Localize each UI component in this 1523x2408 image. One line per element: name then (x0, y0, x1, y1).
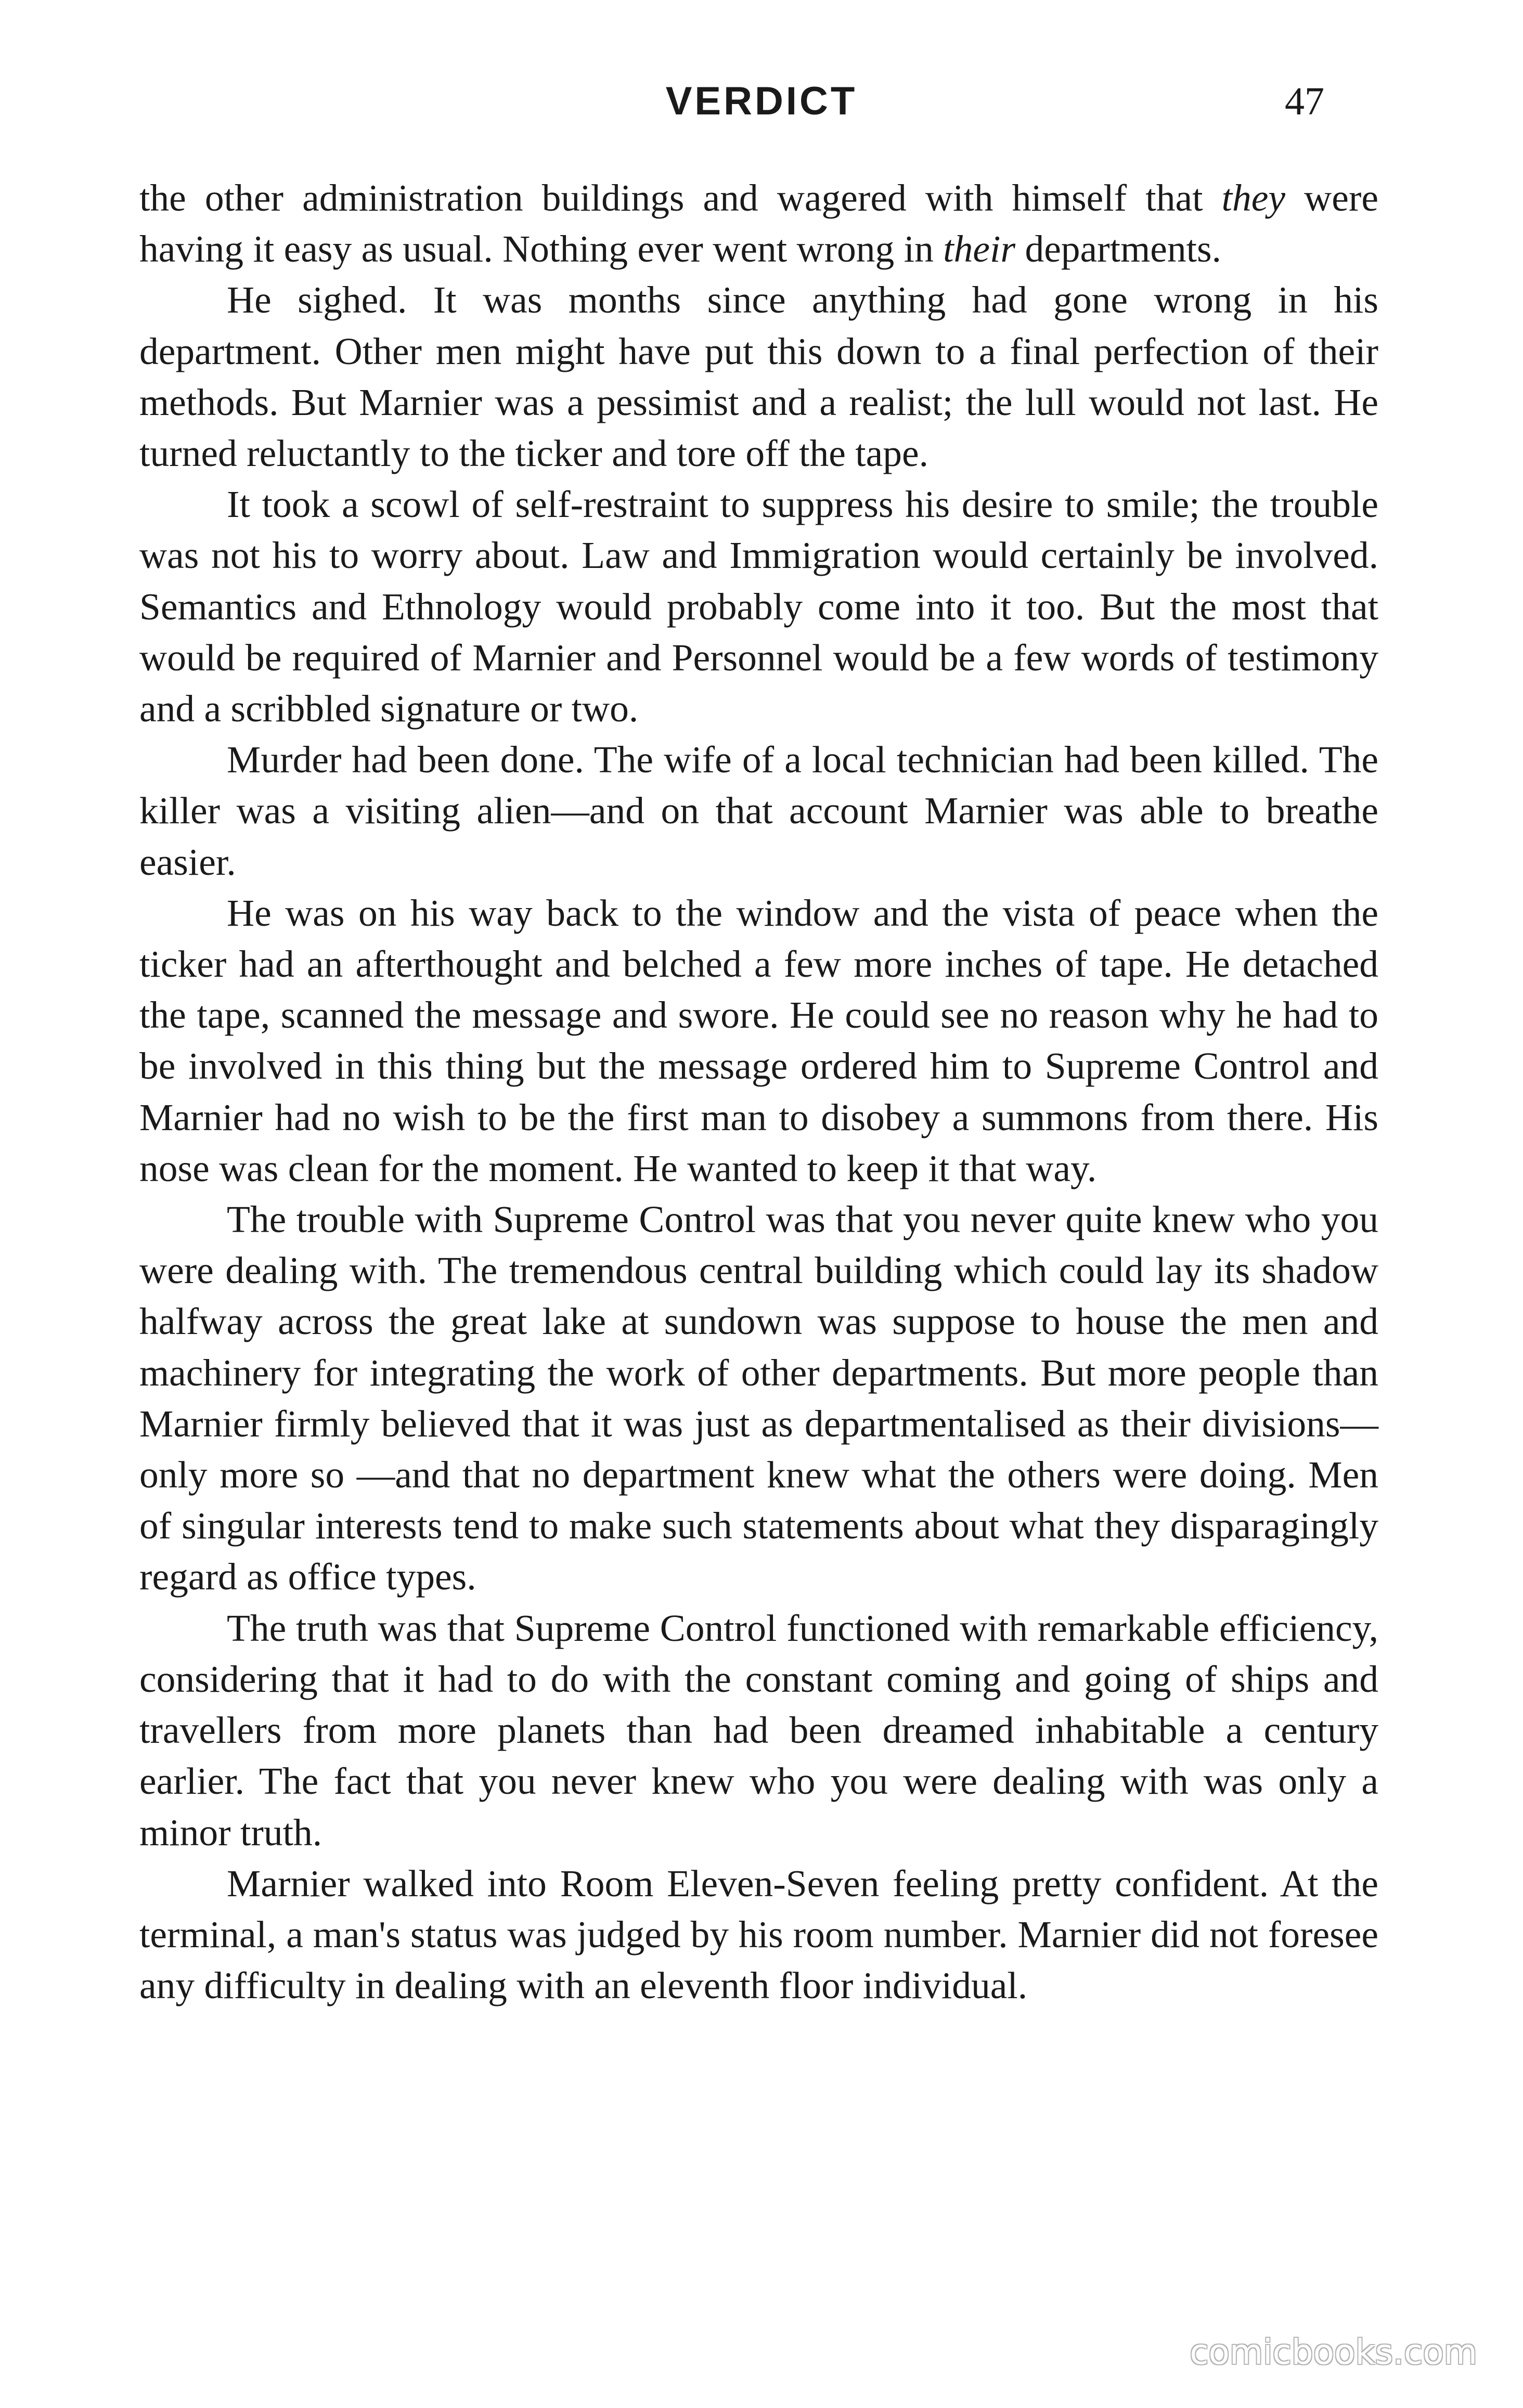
paragraph (139, 1194, 1378, 1603)
text-run: He sighed. It was months since anything had gone wrong in his department. Other men might have put this down to a final perfection of their methods. But Marnier was a pessimist and a realist; the lull would not last. He turned reluctantly to the ticker and tore off the tape. (139, 279, 1378, 475)
paragraph (139, 173, 1378, 275)
text-run: the other administration buildings and wagered with himself that (139, 177, 1222, 219)
text-run: Murder had been done. The wife of a local technician had been killed. The killer was a visiting alien—and on that account Marnier was able to breathe easier. (139, 739, 1378, 883)
body-text (139, 173, 1378, 2011)
text-run: were having it easy as usual. Nothing ever went wrong in (139, 177, 1378, 270)
text-run: The truth was that Supreme Control functioned with remarkable efficiency, considering that it had to do with the constant coming and going of ships and travellers from more planets than had been dreamed inhabitable a century earlier. The fact that you never knew who you were dealing with was only a minor truth. (139, 1607, 1378, 1854)
text-run: Marnier walked into Room Eleven-Seven feeling pretty confident. At the terminal, a man's status was judged by his room number. Marnier did not foresee any difficulty in dealing with an eleventh floor individual. (139, 1862, 1378, 2007)
paragraph (139, 1858, 1378, 2012)
page-header (0, 73, 1523, 130)
italic-text-run: they (1221, 177, 1286, 219)
paragraph (139, 275, 1378, 479)
page-number: 47 (1285, 80, 1324, 123)
paragraph (139, 1603, 1378, 1858)
paragraph (139, 479, 1378, 734)
italic-text-run: their (943, 228, 1016, 270)
text-run: He was on his way back to the window and the vista of peace when the ticker had an afterthought and belched a few more inches of tape. He detached the tape, scanned the message and swore. He could see no reason why he had to be involved in this thing but the message ordered him to Supreme Control and Marnier had no wish to be the first man to disobey a summons from there. His nose was clean for the moment. He wanted to keep it that way. (139, 891, 1378, 1189)
text-run: The trouble with Supreme Control was that you never quite knew who you were dealing with. The tremendous central building which could lay its shadow halfway across the great lake at sundown was suppose to house the men and machinery for integrating the work of other departments. But more people than Marnier firmly believed that it was just as departmentalised as their divisions—only more so —and that no department knew what the others were doing. Men of singular interests tend to make such statements about what they disparagingly regard as office types. (139, 1198, 1378, 1598)
paragraph (139, 888, 1378, 1194)
watermark: comicbooks.com (1190, 2332, 1477, 2372)
text-run: departments. (1015, 228, 1222, 270)
text-run: It took a scowl of self-restraint to suppress his desire to smile; the trouble was not his to worry about. Law and Immigration would certainly be involved. Semantics and Ethnology would probably come into it too. But the most that would be required of Marnier and Personnel would be a few words of testimony and a scribbled signature or two. (139, 483, 1378, 730)
paragraph (139, 734, 1378, 888)
running-title: VERDICT (665, 79, 858, 123)
